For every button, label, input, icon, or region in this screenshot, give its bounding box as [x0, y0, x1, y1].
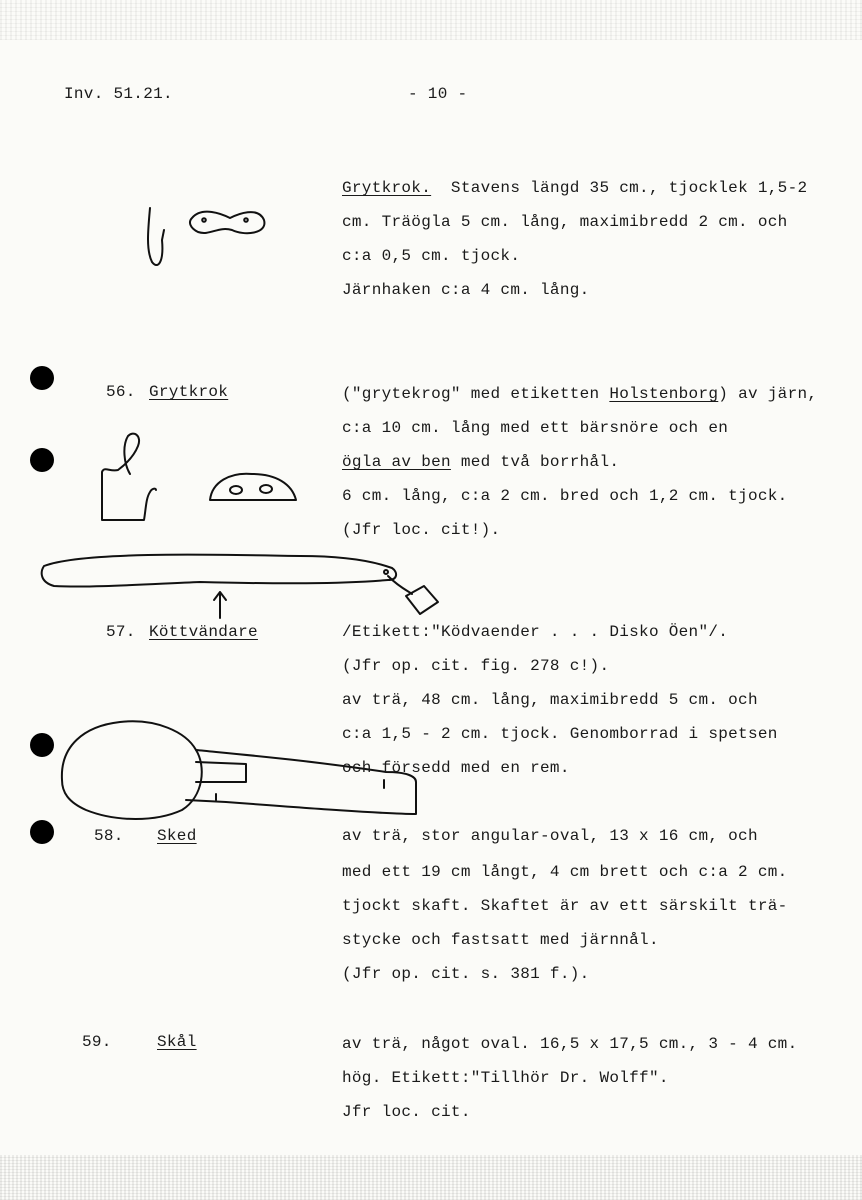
scan-noise-top: [0, 0, 862, 40]
entry-line: cm. Träögla 5 cm. lång, maximibredd 2 cm. och: [342, 213, 788, 231]
scan-noise-bottom: [0, 1155, 862, 1200]
entry-line: c:a 0,5 cm. tjock.: [342, 247, 521, 265]
entry-line: med ett 19 cm långt, 4 cm brett och c:a 2 cm.: [342, 863, 788, 881]
entry-line: Grytkrok. Stavens längd 35 cm., tjocklek 1,5-2: [342, 179, 808, 197]
entry-name: Sked: [157, 827, 197, 845]
entry-line: 6 cm. lång, c:a 2 cm. bred och 1,2 cm. tjock.: [342, 487, 788, 505]
entry-name: Skål: [157, 1033, 197, 1051]
meat-turner-sketch: [40, 548, 445, 620]
entry-line: hög. Etikett:"Tillhör Dr. Wolff".: [342, 1069, 669, 1087]
entry-line: (Jfr loc. cit!).: [342, 521, 501, 539]
punch-hole-dot: [30, 820, 54, 844]
entry-line: c:a 10 cm. lång med ett bärsnöre och en: [342, 419, 729, 437]
entry-line: Järnhaken c:a 4 cm. lång.: [342, 281, 590, 299]
punch-hole-dot: [30, 733, 54, 757]
inventory-number: Inv. 51.21.: [64, 85, 173, 103]
entry-line: /Etikett:"Ködvaender . . . Disko Öen"/.: [342, 623, 729, 641]
entry-line: tjockt skaft. Skaftet är av ett särskilt trä-: [342, 897, 788, 915]
entry-name: Grytkrok: [149, 383, 229, 401]
entry-line: ögla av ben med två borrhål.: [342, 453, 620, 471]
entry-line: stycke och fastsatt med järnnål.: [342, 931, 659, 949]
entry-number: 58.: [94, 827, 124, 845]
entry-line: av trä, något oval. 16,5 x 17,5 cm., 3 - 4 cm.: [342, 1035, 798, 1053]
entry-number: 59.: [82, 1033, 112, 1051]
entry-line: (Jfr op. cit. fig. 278 c!).: [342, 657, 610, 675]
entry-line: av trä, stor angular-oval, 13 x 16 cm, och: [342, 827, 758, 845]
entry-number: 57.: [106, 623, 136, 641]
punch-hole-dot: [30, 366, 54, 390]
entry-line: Jfr loc. cit.: [342, 1103, 471, 1121]
entry-line: och försedd med en rem.: [342, 759, 570, 777]
entry-line: (Jfr op. cit. s. 381 f.).: [342, 965, 590, 983]
entry-name: Köttvändare: [149, 623, 258, 641]
pot-hook-sketch: [96, 428, 306, 524]
entry-line: av trä, 48 cm. lång, maximibredd 5 cm. och: [342, 691, 758, 709]
punch-hole-dot: [30, 448, 54, 472]
entry-number: 56.: [106, 383, 136, 401]
hook-and-loop-sketch: [140, 200, 270, 270]
entry-line: c:a 1,5 - 2 cm. tjock. Genomborrad i spetsen: [342, 725, 778, 743]
entry-line: ("grytekrog" med etiketten Holstenborg) av järn,: [342, 385, 818, 403]
page-number: - 10 -: [408, 85, 468, 103]
